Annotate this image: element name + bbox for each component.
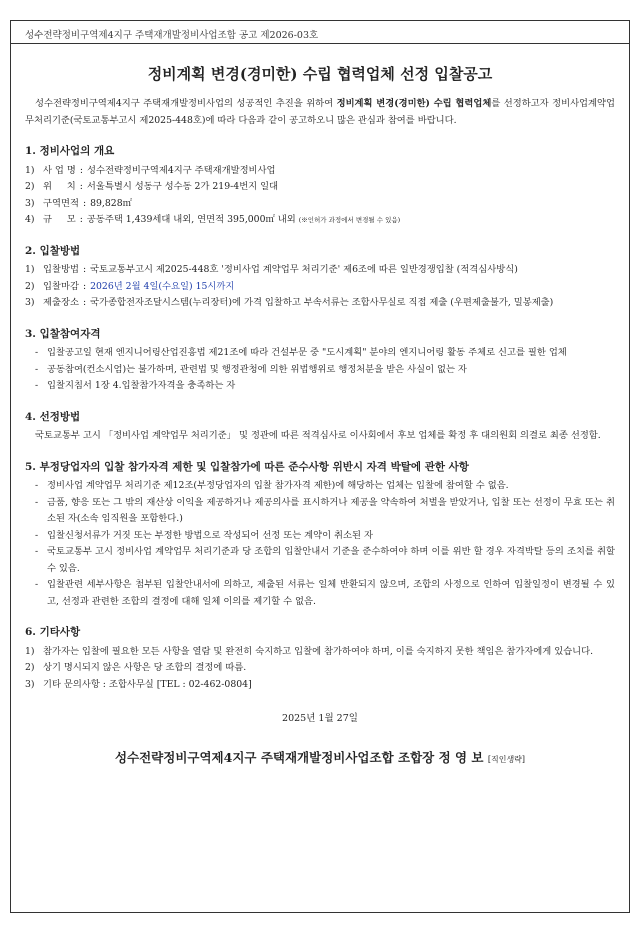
issuer-signature xyxy=(25,750,615,769)
bid-deadline-value: 2026년 2월 4일(수요일) 15시까지 xyxy=(90,280,235,292)
item-value: 서울특별시 성동구 성수동 2가 219-4번지 일대 xyxy=(86,181,279,192)
intro-bold: 정비계획 변경(경미한) 수립 협력업체 xyxy=(336,98,492,109)
item-number: 2) xyxy=(25,280,35,292)
misc-item xyxy=(25,677,615,694)
qualification-item: - 입찰공고일 현재 엔지니어링산업진흥법 제21조에 따라 건설부문 중 "도시계획" 분야의 엔지니어링 활동 주체로 신고를 필한 업체 xyxy=(25,345,615,362)
scale-value: 공동주택 1,439세대 내외, 연면적 395,000㎡ 내외 xyxy=(86,214,296,225)
overview-item: 3) 구역면적 : 89,828㎡ xyxy=(25,196,615,213)
notice-body xyxy=(25,96,615,768)
restriction-text: 입찰관련 세부사항은 첨부된 입찰안내서에 의하고, 제출된 서류는 일체 반환되지 않으며, 조합의 사정으로 인하여 입찰일정이 변경될 수 있고, 선정과 관련한 조합의 결정에 대해 일체 이의를 제기할 수 없음. xyxy=(47,579,615,607)
item-number: 3) xyxy=(25,297,35,308)
bid-method-item: 1) 입찰방법 : 국토교통부고시 제2025-448호 '정비사업 계약업무 처리기준' 제6조에 따른 일반경쟁입찰 (적격심사방식) xyxy=(25,262,615,279)
notice-date: 2025년 1월 27일 xyxy=(282,713,358,724)
overview-item: 4) 규 모 : 공동주택 1,439세대 내외, 연면적 395,000㎡ 내외 (※인허가 과정에서 변경될 수 있음) xyxy=(25,212,615,229)
item-number: 1) xyxy=(25,264,35,275)
overview-item: 1) 사 업 명 : 성수전략정비구역제4지구 주택재개발정비사업 xyxy=(25,163,615,180)
bid-deadline-item: 2) 입찰마감 : 2026년 2월 4일(수요일) 15시까지 xyxy=(25,279,615,296)
item-label: 위 치 xyxy=(43,181,76,192)
notice-number: 성수전략정비구역제4지구 주택재개발정비사업조합 공고 제2026-03호 xyxy=(25,30,319,41)
item-label: 구역면적 xyxy=(43,197,79,209)
item-value xyxy=(87,212,615,229)
section-5-heading: 5. 부정당업자의 입찰 참가자격 제한 및 입찰참가에 따른 준수사항 위반시 자격 박탈에 관한 사항 xyxy=(25,460,469,473)
misc-item xyxy=(25,660,615,677)
item-number: 3) xyxy=(25,197,35,209)
submission-place-item: 3) 제출장소 : 국가종합전자조달시스템(누리장터)에 가격 입찰하고 부속서류는 조합사무실로 직접 제출 (우편제출불가, 밀봉제출) xyxy=(25,295,615,312)
qualification-item: - 입찰지침서 1장 4.입찰참가자격을 충족하는 자 xyxy=(25,378,615,395)
restriction-item: - 입찰신청서류가 거짓 또는 부정한 방법으로 작성되어 선정 또는 계약이 취소된 자 xyxy=(25,528,615,545)
item-number: 1) xyxy=(25,645,35,657)
item-number: 2) xyxy=(25,662,35,673)
selection-method-text: 국토교통부 고시 「정비사업 계약업무 처리기준」 및 정관에 따른 적격심사로 이사회에서 후보 업체를 확정 후 대의원회 의결로 최종 선정함. xyxy=(35,430,601,441)
seal-omitted-note: [직인생략] xyxy=(487,754,526,764)
item-label: 입찰마감 xyxy=(43,280,79,292)
item-label: 제출장소 xyxy=(43,297,79,308)
item-value: 국토교통부고시 제2025-448호 '정비사업 계약업무 처리기준' 제6조에 따른 일반경쟁입찰 (적격심사방식) xyxy=(90,264,518,275)
page-title: 정비계획 변경(경미한) 수립 협력업체 선정 입찰공고 xyxy=(147,65,493,83)
section-2-heading: 2. 입찰방법 xyxy=(25,244,81,257)
section-6-heading: 6. 기타사항 xyxy=(25,626,81,638)
section-3-heading: 3. 입찰참여자격 xyxy=(25,327,101,340)
qualification-text: 입찰공고일 현재 엔지니어링산업진흥법 제21조에 따라 건설부문 중 "도시계획" 분야의 엔지니어링 활동 주체로 신고를 필한 업체 xyxy=(47,347,567,358)
qualification-text: 공동참여(컨소시엄)는 불가하며, 관련법 및 행정관청에 의한 위법행위로 행정처분을 받은 사실이 없는 자 xyxy=(47,363,467,375)
restriction-item: - 금품, 향응 또는 그 밖의 재산상 이익을 제공하거나 제공의사를 표시하거나 제공을 약속하여 처벌을 받았거나, 입찰 또는 선정이 무효 또는 취소된 자(소속 임직원을 포함한다.) xyxy=(25,495,615,528)
item-label: 규 모 xyxy=(43,214,76,225)
header-divider xyxy=(11,43,629,44)
notice-document xyxy=(10,20,630,913)
restriction-item: - 입찰관련 세부사항은 첨부된 입찰안내서에 의하고, 제출된 서류는 일체 반환되지 않으며, 조합의 사정으로 인하여 입찰일정이 변경될 수 있고, 선정과 관련한 조합의 결정에 대해 일체 이의를 제기할 수 없음. xyxy=(25,577,615,610)
qualification-item: - 공동참여(컨소시엄)는 불가하며, 관련법 및 행정관청에 의한 위법행위로 행정처분을 받은 사실이 없는 자 xyxy=(25,362,615,379)
issuer-name: 성수전략정비구역제4지구 주택재개발정비사업조합 조합장 정 영 보 xyxy=(114,749,484,765)
restriction-text: 입찰신청서류가 거짓 또는 부정한 방법으로 작성되어 선정 또는 계약이 취소된 자 xyxy=(47,529,373,541)
qualification-text: 입찰지침서 1장 4.입찰참가자격을 충족하는 자 xyxy=(47,380,236,391)
item-value: 국가종합전자조달시스템(누리장터)에 가격 입찰하고 부속서류는 조합사무실로 직접 제출 (우편제출불가, 밀봉제출) xyxy=(90,297,554,308)
intro-prefix: 성수전략정비구역제4지구 주택재개발정비사업의 성공적인 추진을 위하여 xyxy=(35,98,337,109)
contact-text: 기타 문의사항 : 조합사무실 [TEL : 02-462-0804] xyxy=(43,678,252,690)
intro-suffix: 를 선정하고자 정비사업계약업무처리기준(국토교통부고시 제2025-448호)에 따라 다음과 같이 공고하오니 많은 관심과 참여를 바랍니다. xyxy=(25,98,615,126)
scale-note: (※인허가 과정에서 변경될 수 있음) xyxy=(298,216,401,224)
misc-text: 참가자는 입찰에 필요한 모든 사항을 열람 및 완전히 숙지하고 입찰에 참가하여야 하며, 이를 숙지하지 못한 책임은 참가자에게 있습니다. xyxy=(43,645,594,657)
restriction-item: - 정비사업 계약업무 처리기준 제12조(부정당업자의 입찰 참가자격 제한)에 해당하는 업체는 입찰에 참여할 수 없음. xyxy=(25,478,615,495)
restriction-item: - 국토교통부 고시 정비사업 계약업무 처리기준과 당 조합의 입찰안내서 기준을 준수하여야 하며 이를 위반 할 경우 자격박탈 등의 조치를 취할 수 있음. xyxy=(25,544,615,577)
section-4-heading: 4. 선정방법 xyxy=(25,410,81,423)
item-number: 2) xyxy=(25,181,35,192)
restriction-text: 국토교통부 고시 정비사업 계약업무 처리기준과 당 조합의 입찰안내서 기준을 준수하여야 하며 이를 위반 할 경우 자격박탈 등의 조치를 취할 수 있음. xyxy=(47,546,615,574)
section-1-heading: 1. 정비사업의 개요 xyxy=(25,145,115,157)
item-value: 성수전략정비구역제4지구 주택재개발정비사업 xyxy=(87,164,276,176)
item-label: 입찰방법 xyxy=(43,264,79,275)
misc-text: 상기 명시되지 않은 사항은 당 조합의 결정에 따름. xyxy=(43,662,247,673)
overview-item: 2) 위 치 : 서울특별시 성동구 성수동 2가 219-4번지 일대 xyxy=(25,179,615,196)
restriction-text: 금품, 향응 또는 그 밖의 재산상 이익을 제공하거나 제공의사를 표시하거나 제공을 약속하여 처벌을 받았거나, 입찰 또는 선정이 무효 또는 취소된 자(소속 임직원을 포함한다.) xyxy=(47,496,615,524)
item-number: 1) xyxy=(25,164,35,176)
item-value: 89,828㎡ xyxy=(90,197,132,209)
intro-paragraph xyxy=(25,96,615,129)
item-number: 4) xyxy=(25,214,35,225)
item-label: 사 업 명 xyxy=(43,164,76,176)
misc-item xyxy=(25,644,615,661)
item-number: 3) xyxy=(25,678,35,690)
restriction-text: 정비사업 계약업무 처리기준 제12조(부정당업자의 입찰 참가자격 제한)에 해당하는 업체는 입찰에 참여할 수 없음. xyxy=(47,480,509,491)
